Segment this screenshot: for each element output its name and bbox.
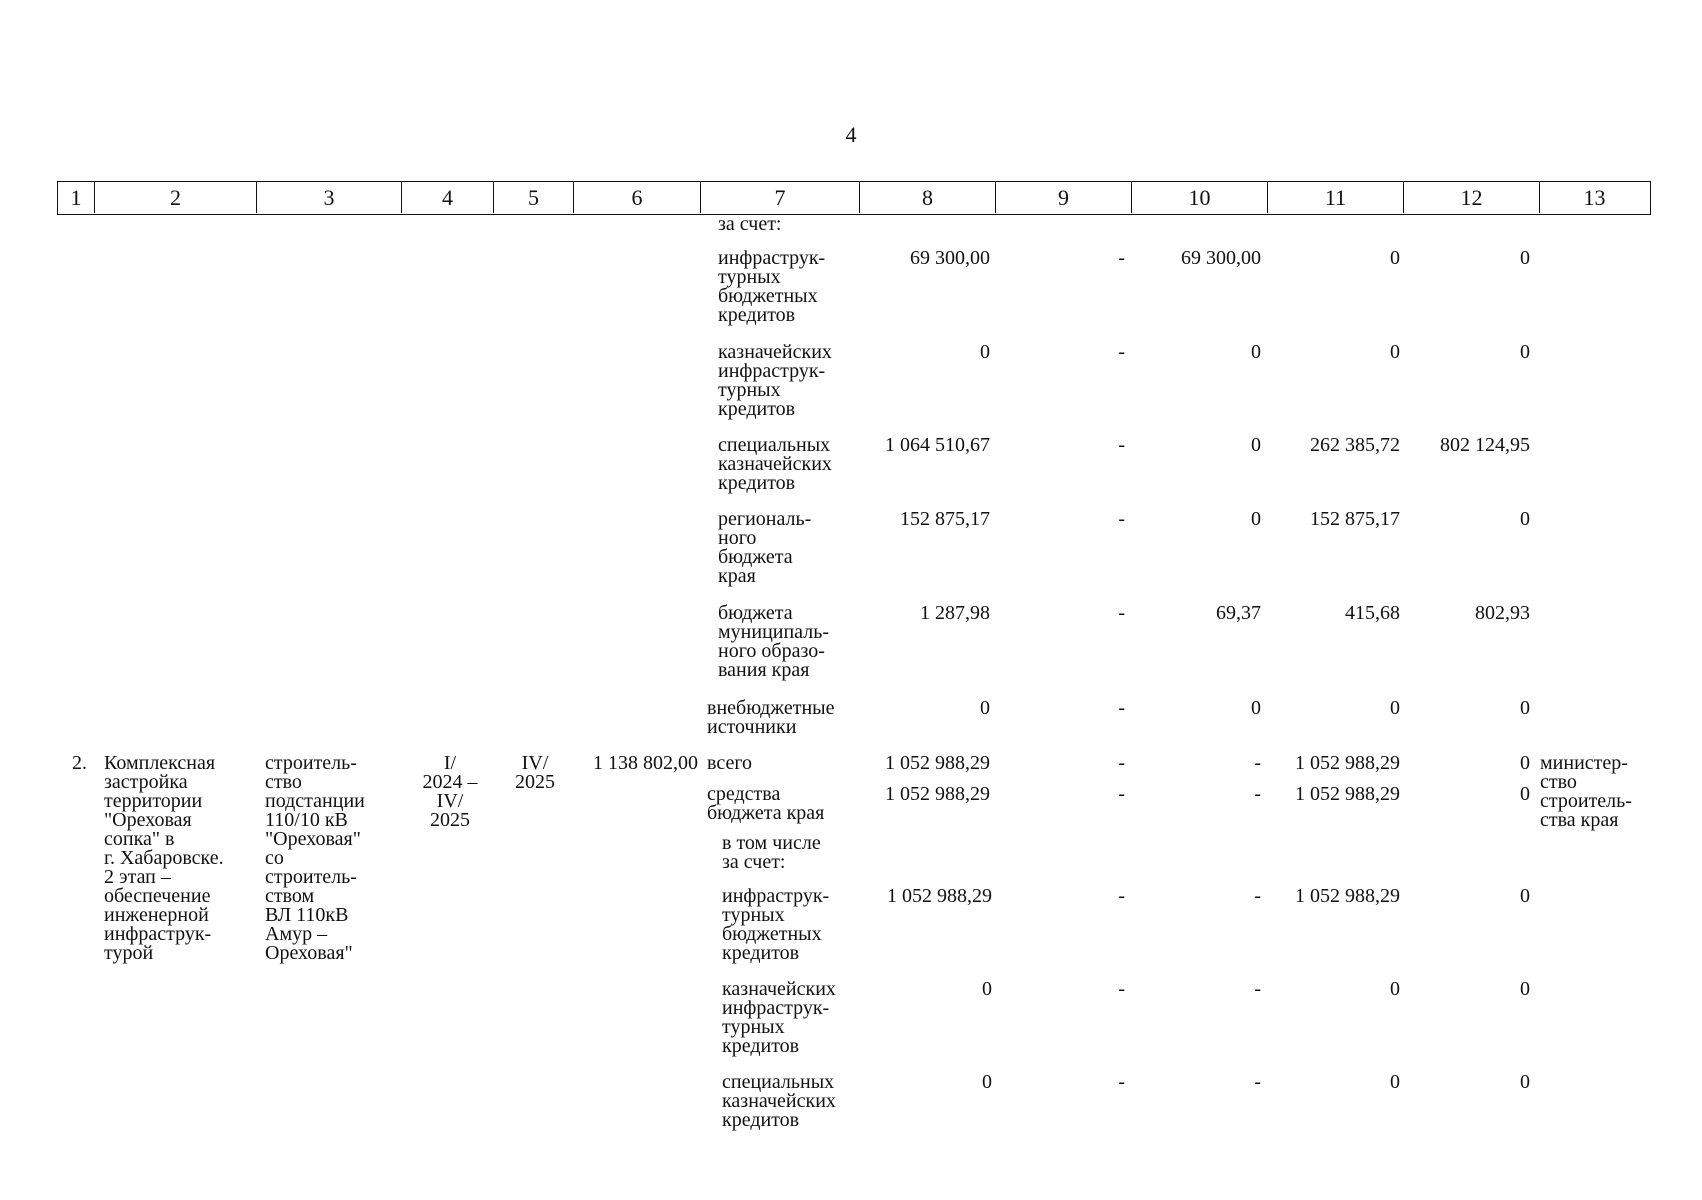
funding-source-label: специальных казначейских кредитов <box>718 434 832 494</box>
value-col-11: 0 <box>1390 978 1400 1000</box>
funding-source-label: региональ- ного бюджета края <box>718 508 812 587</box>
value-col-9: - <box>1118 434 1125 456</box>
value-col-9: - <box>1118 752 1125 774</box>
value-col-10: 0 <box>1251 508 1261 530</box>
value-col-8: 0 <box>980 697 990 719</box>
value-col-9: - <box>1118 247 1125 269</box>
value-col-12: 0 <box>1520 508 1530 530</box>
value-col-12: 0 <box>1520 1071 1530 1093</box>
value-col-10: 0 <box>1251 341 1261 363</box>
funding-source-label: инфраструк- турных бюджетных кредитов <box>718 247 826 326</box>
funding-source-label: в том числе за счет: <box>722 832 821 873</box>
header-col-4: 4 <box>401 182 493 213</box>
value-col-12: 0 <box>1520 752 1530 774</box>
value-col-8: 152 875,17 <box>900 508 990 530</box>
header-col-2: 2 <box>94 182 256 213</box>
header-col-13: 13 <box>1539 182 1649 213</box>
value-col-11: 0 <box>1390 341 1400 363</box>
value-col-10: 0 <box>1251 697 1261 719</box>
period-end: IV/ 2025 <box>515 752 555 793</box>
value-col-11: 1 052 988,29 <box>1295 752 1400 774</box>
project-number: 2. <box>72 752 87 774</box>
value-col-9: - <box>1118 885 1125 907</box>
value-col-9: - <box>1118 783 1125 805</box>
funding-source-label: казначейских инфраструк- турных кредитов <box>722 978 836 1057</box>
value-col-10: 69 300,00 <box>1181 247 1261 269</box>
value-col-11: 262 385,72 <box>1310 434 1400 456</box>
funding-source-label: бюджета муниципаль- ного образо- вания края <box>718 602 829 681</box>
value-col-10: 69,37 <box>1216 602 1261 624</box>
value-col-11: 0 <box>1390 697 1400 719</box>
page-number: 4 <box>845 122 857 147</box>
value-col-10: 0 <box>1251 434 1261 456</box>
value-col-10: - <box>1254 1071 1261 1093</box>
value-col-9: - <box>1118 341 1125 363</box>
value-col-12: 0 <box>1520 885 1530 907</box>
value-col-11: 0 <box>1390 247 1400 269</box>
header-col-8: 8 <box>859 182 995 213</box>
value-col-12: 0 <box>1520 697 1530 719</box>
value-col-11: 0 <box>1390 1071 1400 1093</box>
value-col-8: 1 052 988,29 <box>887 885 992 907</box>
value-col-11: 1 052 988,29 <box>1295 783 1400 805</box>
funding-source-label: казначейских инфраструк- турных кредитов <box>718 341 832 420</box>
funding-source-label: средства бюджета края <box>707 783 825 824</box>
header-col-3: 3 <box>256 182 401 213</box>
value-col-10: - <box>1254 752 1261 774</box>
funding-source-label: специальных казначейских кредитов <box>722 1071 836 1131</box>
header-col-6: 6 <box>573 182 700 213</box>
header-col-1: 1 <box>70 185 82 210</box>
value-col-12: 0 <box>1520 978 1530 1000</box>
value-col-11: 152 875,17 <box>1310 508 1400 530</box>
value-col-10: - <box>1254 978 1261 1000</box>
header-col-12: 12 <box>1403 182 1539 213</box>
value-col-8: 1 064 510,67 <box>885 434 990 456</box>
value-col-10: - <box>1254 783 1261 805</box>
funding-source-label: всего <box>707 752 753 774</box>
value-col-10: - <box>1254 885 1261 907</box>
value-col-9: - <box>1118 1071 1125 1093</box>
funding-source-label: внебюджетные источники <box>707 697 835 738</box>
value-col-8: 0 <box>980 341 990 363</box>
period-start: I/ 2024 – IV/ 2025 <box>422 752 478 831</box>
value-col-12: 802 124,95 <box>1440 434 1530 456</box>
column-number-header <box>57 181 1651 215</box>
header-col-11: 11 <box>1267 182 1403 213</box>
responsible-executor: министер- ство строитель- ства края <box>1540 752 1632 831</box>
header-col-10: 10 <box>1131 182 1267 213</box>
value-col-12: 0 <box>1520 247 1530 269</box>
value-col-8: 1 052 988,29 <box>885 783 990 805</box>
project-name: Комплексная застройка территории "Ореховая сопка" в г. Хабаровске. 2 этап – обеспечение инженерной инфраструк- турой <box>104 752 224 964</box>
funding-source-label: инфраструк- турных бюджетных кредитов <box>722 885 830 964</box>
value-col-8: 0 <box>982 1071 992 1093</box>
value-col-12: 0 <box>1520 341 1530 363</box>
value-col-8: 1 287,98 <box>920 602 990 624</box>
value-col-9: - <box>1118 602 1125 624</box>
value-col-8: 1 052 988,29 <box>885 752 990 774</box>
value-col-12: 802,93 <box>1475 602 1530 624</box>
header-col-9: 9 <box>995 182 1131 213</box>
value-col-11: 1 052 988,29 <box>1295 885 1400 907</box>
value-col-11: 415,68 <box>1345 602 1400 624</box>
value-col-12: 0 <box>1520 783 1530 805</box>
value-col-9: - <box>1118 508 1125 530</box>
header-col-7: 7 <box>700 182 859 213</box>
value-col-9: - <box>1118 978 1125 1000</box>
project-object: строитель- ство подстанции 110/10 кВ "Ореховая" со строитель- ством ВЛ 110кВ Амур – Ореховая" <box>265 752 365 964</box>
funding-source-label: за счет: <box>718 213 782 235</box>
value-col-9: - <box>1118 697 1125 719</box>
value-col-8: 69 300,00 <box>910 247 990 269</box>
header-col-5: 5 <box>493 182 573 213</box>
value-col-8: 0 <box>982 978 992 1000</box>
estimated-cost: 1 138 802,00 <box>593 752 698 774</box>
